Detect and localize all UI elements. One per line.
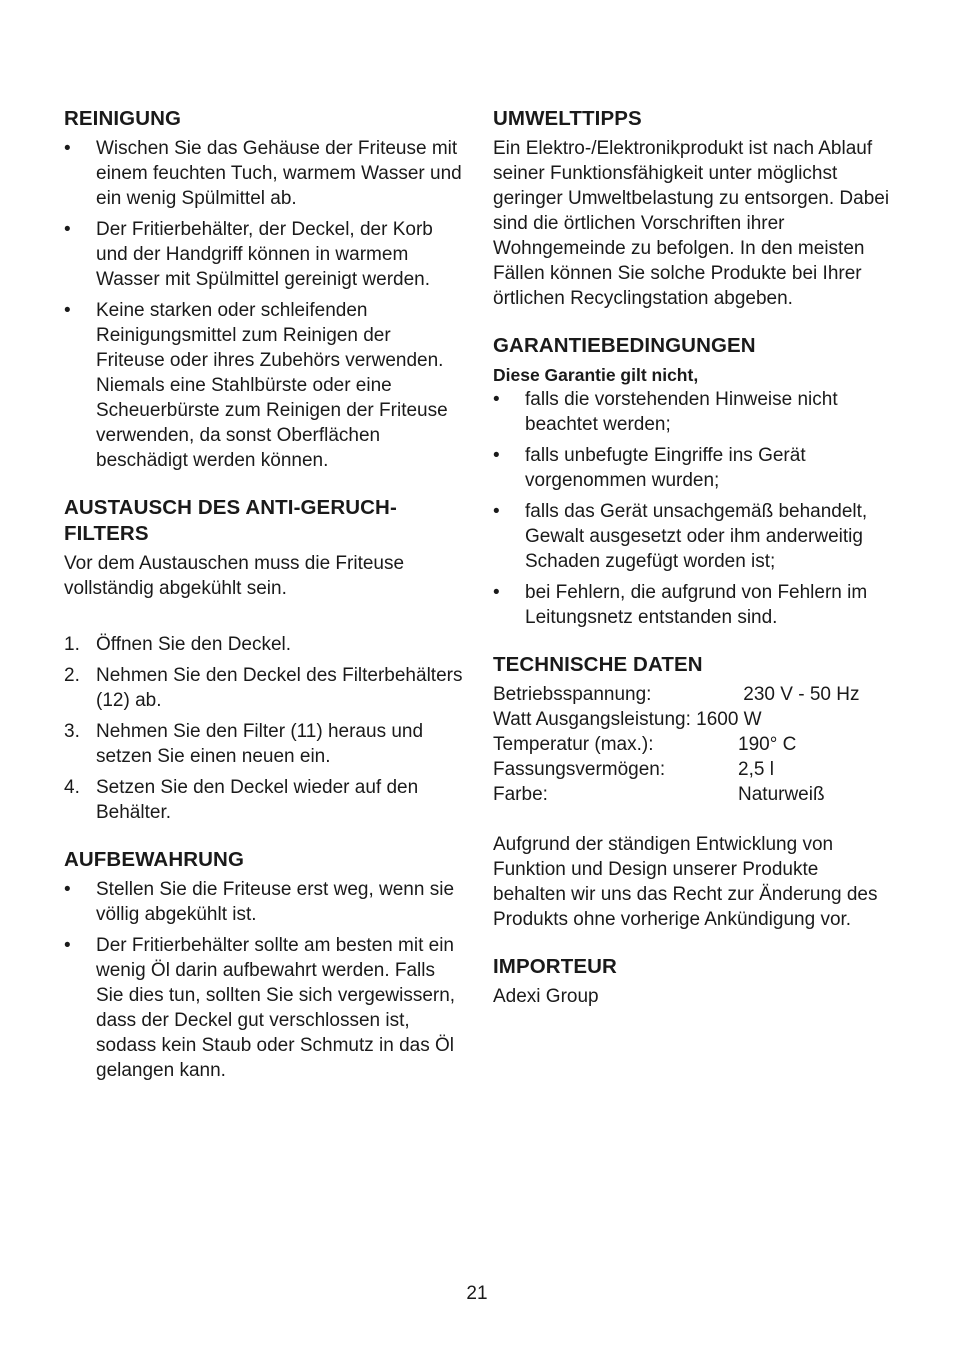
list-item-text: Der Fritierbehälter, der Deckel, der Korb und der Handgriff können in warmem Wasser mit Spülmittel gereinigt werden. (96, 219, 433, 290)
step-text: Setzen Sie den Deckel wieder auf den Behälter. (96, 777, 419, 823)
list-item (64, 217, 464, 292)
heading-garantie: GARANTIEBEDINGUNGEN (493, 334, 756, 357)
technische-daten-note: Aufgrund der ständigen Entwicklung von Funktion und Design unserer Produkte behalten wir uns das Recht zur Änderung des Produkts ohne vorherige Ankündigung vor. (493, 834, 878, 930)
heading-umwelttipps: UMWELTTIPPS (493, 107, 642, 130)
list-item (64, 632, 464, 657)
spec-label: Betriebsspannung: (493, 684, 652, 705)
reinigung-list (64, 136, 464, 473)
list-item (493, 387, 893, 437)
spec-label: Fassungsvermögen: (493, 759, 666, 780)
bullet-marker: • (493, 582, 500, 603)
bullet-marker: • (493, 445, 500, 466)
section-umwelttipps (493, 106, 893, 311)
list-item (64, 877, 464, 927)
step-number: 3. (64, 721, 80, 742)
heading-filter-line2: FILTERS (64, 522, 149, 545)
table-row (493, 732, 859, 757)
right-column (493, 106, 893, 1031)
list-item (64, 933, 464, 1083)
bullet-marker: • (64, 879, 71, 900)
filter-intro: Vor dem Austauschen muss die Friteuse vollständig abgekühlt sein. (64, 553, 405, 599)
list-item-text: Der Fritierbehälter sollte am besten mit ein wenig Öl darin aufbewahrt werden. Falls Sie dies tun, sollten Sie sich vergewissern, dass der Deckel gut verschlossen ist, sodass kein Staub oder Schmutz in das Öl gelangen kann. (96, 935, 456, 1081)
table-row (493, 707, 859, 732)
spec-value: 230 V - 50 Hz (738, 684, 860, 705)
table-row (493, 782, 859, 807)
list-item (64, 136, 464, 211)
step-number: 2. (64, 665, 80, 686)
list-item (64, 775, 464, 825)
list-item (493, 580, 893, 630)
spec-label: Farbe: (493, 784, 548, 805)
spec-label: Temperatur (max.): (493, 734, 654, 755)
left-column (64, 106, 464, 1105)
list-item-text: Stellen Sie die Friteuse erst weg, wenn sie völlig abgekühlt ist. (96, 879, 455, 925)
section-garantie (493, 333, 893, 630)
filter-steps (64, 632, 464, 825)
heading-filter (64, 495, 464, 547)
aufbewahrung-list (64, 877, 464, 1083)
spec-value: 190° C (738, 734, 797, 755)
list-item-text: Keine starken oder schleifenden Reinigungsmittel zum Reinigen der Friteuse oder ihres Zubehörs verwenden. Niemals eine Stahlbürste oder eine Scheuerbürste zum Reinigen der Friteuse verwenden, da sonst Oberflächen beschädigt werden können. (96, 300, 448, 471)
list-item (493, 499, 893, 574)
page-number: 21 (466, 1283, 488, 1304)
list-item (64, 719, 464, 769)
umwelttipps-text: Ein Elektro-/Elektronikprodukt ist nach Ablauf seiner Funktionsfähigkeit unter möglichst geringer Umweltbelastung zu entsorgen. Dabei sind die örtlichen Vorschriften ihrer Wohngemeinde zu befolgen. In den meisten Fällen können Sie solche Produkte bei Ihrer örtlichen Recyclingstation abgeben. (493, 138, 890, 309)
bullet-marker: • (64, 219, 71, 240)
step-number: 4. (64, 777, 80, 798)
spec-value: 2,5 l (738, 759, 774, 780)
step-number: 1. (64, 634, 80, 655)
garantie-list (493, 387, 893, 630)
list-item-text: falls das Gerät unsachgemäß behandelt, Gewalt ausgesetzt oder ihm anderweitig Schaden zugefügt worden ist; (525, 501, 868, 572)
spec-table (493, 682, 859, 807)
heading-aufbewahrung: AUFBEWAHRUNG (64, 848, 244, 871)
heading-importeur: IMPORTEUR (493, 955, 617, 978)
heading-filter-line1: AUSTAUSCH DES ANTI-GERUCH- (64, 496, 397, 519)
section-aufbewahrung (64, 847, 464, 1083)
list-item (493, 443, 893, 493)
spec-value: Naturweiß (738, 784, 825, 805)
list-item-text: falls die vorstehenden Hinweise nicht beachtet werden; (525, 389, 838, 435)
section-technische-daten (493, 652, 893, 932)
heading-reinigung: REINIGUNG (64, 107, 182, 130)
importeur-text: Adexi Group (493, 986, 599, 1007)
list-item (64, 663, 464, 713)
section-filter (64, 495, 464, 825)
list-item (64, 298, 464, 473)
table-row (493, 682, 859, 707)
list-item-text: bei Fehlern, die aufgrund von Fehlern im Leitungsnetz entstanden sind. (525, 582, 868, 628)
table-row (493, 757, 859, 782)
bullet-marker: • (64, 138, 71, 159)
list-item-text: Wischen Sie das Gehäuse der Friteuse mit einem feuchten Tuch, warmem Wasser und ein wenig Spülmittel ab. (96, 138, 462, 209)
bullet-marker: • (493, 501, 500, 522)
bullet-marker: • (64, 935, 71, 956)
step-text: Nehmen Sie den Deckel des Filterbehälters (12) ab. (96, 665, 463, 711)
heading-technische-daten: TECHNISCHE DATEN (493, 653, 703, 676)
bullet-marker: • (64, 300, 71, 321)
step-text: Öffnen Sie den Deckel. (96, 634, 292, 655)
section-reinigung (64, 106, 464, 473)
spec-watt-line: Watt Ausgangsleistung: 1600 W (493, 709, 762, 730)
step-text: Nehmen Sie den Filter (11) heraus und setzen Sie einen neuen ein. (96, 721, 424, 767)
garantie-subtitle: Diese Garantie gilt nicht, (493, 365, 699, 385)
section-importeur (493, 954, 893, 1009)
bullet-marker: • (493, 389, 500, 410)
list-item-text: falls unbefugte Eingriffe ins Gerät vorgenommen wurden; (525, 445, 806, 491)
